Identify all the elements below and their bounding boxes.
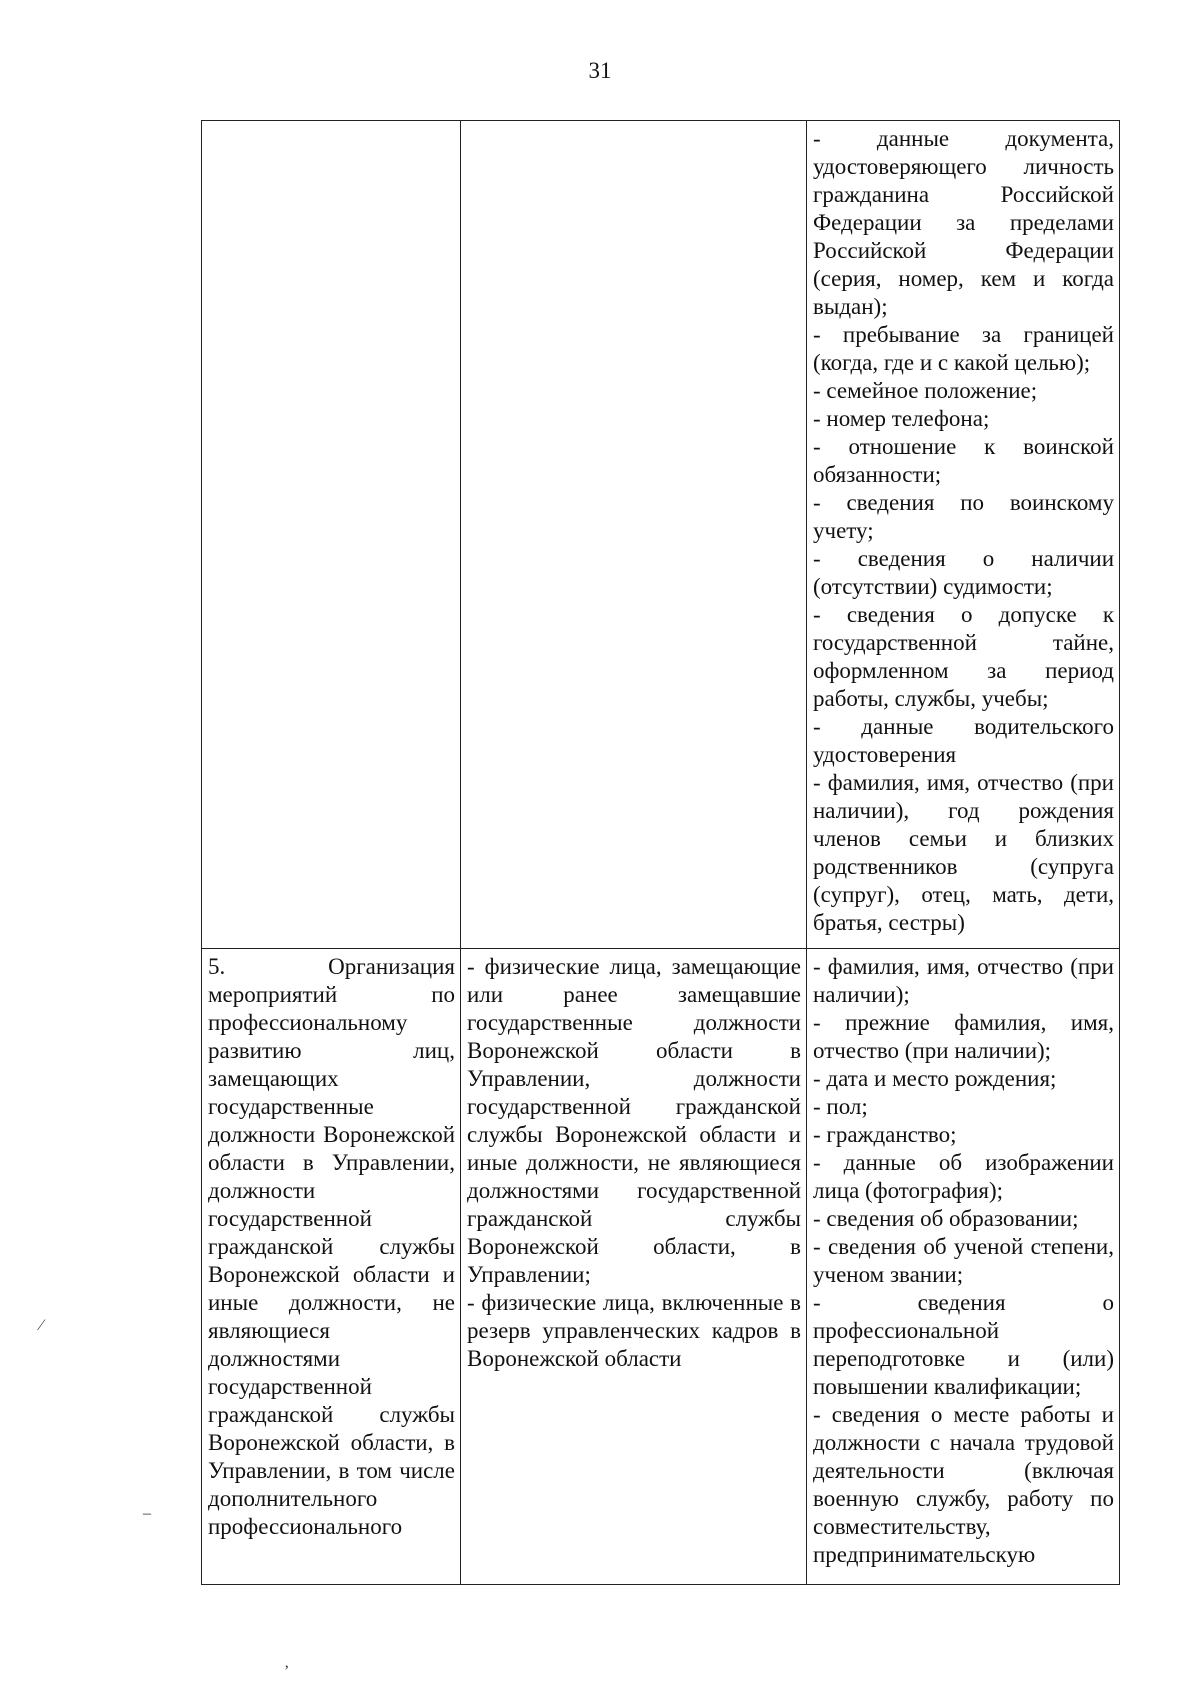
list-item: - гражданство; [813,1122,957,1147]
list-item: - сведения о допуске к государственной тайне, оформленном за период работы, службы, учебы; [813,602,1114,711]
page-number: 31 [588,58,612,83]
list-item: - сведения об образовании; [813,1206,1079,1231]
list-item: - сведения о месте работы и должности с начала трудовой деятельности (включая военную службу, работу по совместительству, предпринимательскую [813,1402,1114,1567]
scan-artifact-mark: ∕ [40,1317,43,1334]
list-item: - семейное положение; [813,378,1038,403]
list-item: - дата и место рождения; [813,1066,1057,1091]
list-item: - данные документа, удостоверяющего личность гражданина Российской Федерации за пределами Российской Федерации (серия, номер, кем и когда выдан); [813,126,1114,319]
list-item: - сведения об ученой степени, ученом звании; [813,1234,1114,1287]
scan-artifact-mark: ʼ [284,1663,290,1680]
list-item: - фамилия, имя, отчество (при наличии), год рождения членов семьи и близких родственников (супруга (супруг), отец, мать, дети, братья, сестры) [813,770,1114,935]
row1-purpose-cell [202,121,461,949]
list-item: - пол; [813,1094,868,1119]
row2-purpose-cell [202,949,461,1585]
row2-subjects-cell [461,949,807,1585]
list-item: - сведения о наличии (отсутствии) судимости; [813,546,1114,599]
list-item: - номер телефона; [813,406,990,431]
list-item: - сведения по воинскому учету; [813,490,1114,543]
list-item: - физические лица, замещающие или ранее замещавшие государственные должности Воронежской области в Управлении, должности государственной гражданской службы Воронежской области и иные должности, не являющиеся должностями государственной гражданской службы Воронежской области, в Управлении; [467,954,801,1287]
list-item: - физические лица, включенные в резерв управленческих кадров в Воронежской области [467,1290,801,1371]
list-item: - данные водительского удостоверения [813,714,1114,767]
list-item: 5. Организация мероприятий по профессиональному развитию лиц, замещающих государственные должности Воронежской области в Управлении, должности государственной гражданской службы Воронежской области и иные должности, не являющиеся должностями государственной гражданской службы Воронежской области, в Управлении, в том числе дополнительного профессионального [208,954,455,1539]
list-item: - прежние фамилия, имя, отчество (при наличии); [813,1010,1114,1063]
row2-data-cell [807,949,1120,1585]
list-item: - отношение к воинской обязанности; [813,434,1114,487]
row1-subjects-cell [461,121,807,949]
list-item: - данные об изображении лица (фотография); [813,1150,1114,1203]
list-item: - фамилия, имя, отчество (при наличии); [813,954,1114,1007]
table-row [202,121,1120,949]
data-processing-table [201,120,1120,1585]
list-item: - сведения о профессиональной переподготовке и (или) повышении квалификации; [813,1290,1114,1399]
list-item: - пребывание за границей (когда, где и с какой целью); [813,322,1114,375]
table-row [202,949,1120,1585]
row1-data-cell [807,121,1120,949]
scan-artifact-mark: – [143,1505,151,1522]
